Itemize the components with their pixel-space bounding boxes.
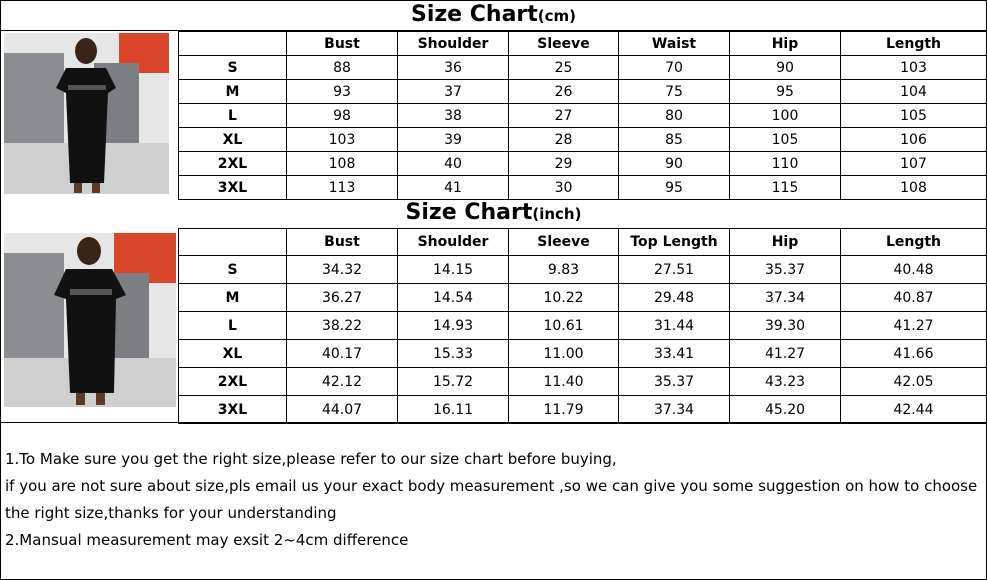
- size-label: M: [179, 80, 287, 104]
- table-row: [179, 340, 987, 368]
- table-cell: 103: [287, 128, 398, 152]
- header-cell: Shoulder: [398, 229, 509, 256]
- table-cell: 36: [398, 56, 509, 80]
- table-cell: 115: [730, 176, 841, 200]
- table-row: [179, 152, 987, 176]
- table-cell: 15.33: [398, 340, 509, 368]
- table-cell: 11.40: [509, 368, 619, 396]
- table-cell: 39.30: [730, 312, 841, 340]
- model-photo-icon: [4, 233, 176, 407]
- table-cell: 104: [841, 80, 987, 104]
- table-cell: 95: [619, 176, 730, 200]
- table-cell: 25: [509, 56, 619, 80]
- table-cell: 14.15: [398, 256, 509, 284]
- table-cell: 80: [619, 104, 730, 128]
- table-cell: 9.83: [509, 256, 619, 284]
- table-cell: 42.44: [841, 396, 987, 424]
- table-cell: 41.66: [841, 340, 987, 368]
- header-cell: Shoulder: [398, 32, 509, 56]
- table-cell: 113: [287, 176, 398, 200]
- table-cell: 44.07: [287, 396, 398, 424]
- table-cell: 106: [841, 128, 987, 152]
- table-cell: 41: [398, 176, 509, 200]
- header-cell: Bust: [287, 229, 398, 256]
- table-cell: 29: [509, 152, 619, 176]
- size-label: 2XL: [179, 152, 287, 176]
- table-cell: 37: [398, 80, 509, 104]
- table-cell: 100: [730, 104, 841, 128]
- header-cell: Length: [841, 229, 987, 256]
- header-cell: Length: [841, 32, 987, 56]
- size-label: XL: [179, 340, 287, 368]
- table-cell: 45.20: [730, 396, 841, 424]
- table-cell: 29.48: [619, 284, 730, 312]
- header-cell: Hip: [730, 229, 841, 256]
- table-cell: 40.17: [287, 340, 398, 368]
- table-header-row: [179, 32, 987, 56]
- table-header-row: [179, 229, 987, 256]
- table-cell: 26: [509, 80, 619, 104]
- table-cell: 103: [841, 56, 987, 80]
- table-cell: 110: [730, 152, 841, 176]
- header-cell: Hip: [730, 32, 841, 56]
- header-cell: Top Length: [619, 229, 730, 256]
- note-text: 1.To Make sure you get the right size,please refer to our size chart before buying,: [5, 450, 617, 468]
- table-cell: 37.34: [730, 284, 841, 312]
- table-row: [179, 80, 987, 104]
- table-cell: 93: [287, 80, 398, 104]
- table-row: [179, 128, 987, 152]
- table-cell: 11.00: [509, 340, 619, 368]
- table-cell: 105: [841, 104, 987, 128]
- table-cell: 15.72: [398, 368, 509, 396]
- table-cell: 42.05: [841, 368, 987, 396]
- table-cell: 88: [287, 56, 398, 80]
- table-cell: 40: [398, 152, 509, 176]
- table-row: [179, 104, 987, 128]
- header-cell: Bust: [287, 32, 398, 56]
- inch-chart-title: Size Chart(inch): [405, 200, 582, 225]
- header-cell: Waist: [619, 32, 730, 56]
- table-cell: 10.22: [509, 284, 619, 312]
- table-cell: 30: [509, 176, 619, 200]
- cm-chart-title: Size Chart(cm): [410, 2, 577, 27]
- table-cell: 41.27: [730, 340, 841, 368]
- table-cell: 28: [509, 128, 619, 152]
- table-row: [179, 176, 987, 200]
- table-cell: 14.93: [398, 312, 509, 340]
- cm-size-table: [178, 31, 987, 200]
- table-row: [179, 368, 987, 396]
- table-cell: 39: [398, 128, 509, 152]
- table-cell: 11.79: [509, 396, 619, 424]
- size-label: L: [179, 104, 287, 128]
- table-row: [179, 396, 987, 424]
- table-cell: 33.41: [619, 340, 730, 368]
- table-cell: 41.27: [841, 312, 987, 340]
- table-row: [179, 312, 987, 340]
- table-cell: 42.12: [287, 368, 398, 396]
- size-label: S: [179, 256, 287, 284]
- size-label: 3XL: [179, 176, 287, 200]
- table-cell: 90: [730, 56, 841, 80]
- table-cell: 108: [287, 152, 398, 176]
- size-label: M: [179, 284, 287, 312]
- table-cell: 35.37: [619, 368, 730, 396]
- model-photo-icon: [4, 33, 169, 194]
- table-cell: 36.27: [287, 284, 398, 312]
- divider: [0, 422, 987, 423]
- table-cell: 95: [730, 80, 841, 104]
- table-cell: 14.54: [398, 284, 509, 312]
- notes-section: [5, 446, 980, 554]
- table-cell: 10.61: [509, 312, 619, 340]
- note-text: 2.Mansual measurement may exsit 2~4cm difference: [5, 531, 409, 549]
- table-cell: 37.34: [619, 396, 730, 424]
- table-cell: 105: [730, 128, 841, 152]
- table-cell: 40.87: [841, 284, 987, 312]
- table-cell: 16.11: [398, 396, 509, 424]
- header-cell: Sleeve: [509, 32, 619, 56]
- size-label: S: [179, 56, 287, 80]
- table-cell: 98: [287, 104, 398, 128]
- header-cell: [179, 229, 287, 256]
- table-cell: 35.37: [730, 256, 841, 284]
- table-cell: 70: [619, 56, 730, 80]
- header-cell: [179, 32, 287, 56]
- table-cell: 75: [619, 80, 730, 104]
- table-cell: 38.22: [287, 312, 398, 340]
- inch-size-table: [178, 228, 987, 424]
- table-cell: 31.44: [619, 312, 730, 340]
- table-row: [179, 256, 987, 284]
- size-label: 2XL: [179, 368, 287, 396]
- header-cell: Sleeve: [509, 229, 619, 256]
- table-cell: 85: [619, 128, 730, 152]
- size-label: L: [179, 312, 287, 340]
- table-cell: 27: [509, 104, 619, 128]
- table-cell: 40.48: [841, 256, 987, 284]
- table-row: [179, 284, 987, 312]
- table-cell: 38: [398, 104, 509, 128]
- table-cell: 90: [619, 152, 730, 176]
- size-label: XL: [179, 128, 287, 152]
- size-label: 3XL: [179, 396, 287, 424]
- table-cell: 107: [841, 152, 987, 176]
- table-cell: 43.23: [730, 368, 841, 396]
- table-cell: 34.32: [287, 256, 398, 284]
- table-cell: 27.51: [619, 256, 730, 284]
- table-cell: 108: [841, 176, 987, 200]
- note-text: if you are not sure about size,pls email us your exact body measurement ,so we can give you some suggestion on how to choose the right size,thanks for your understanding: [5, 477, 978, 522]
- table-row: [179, 56, 987, 80]
